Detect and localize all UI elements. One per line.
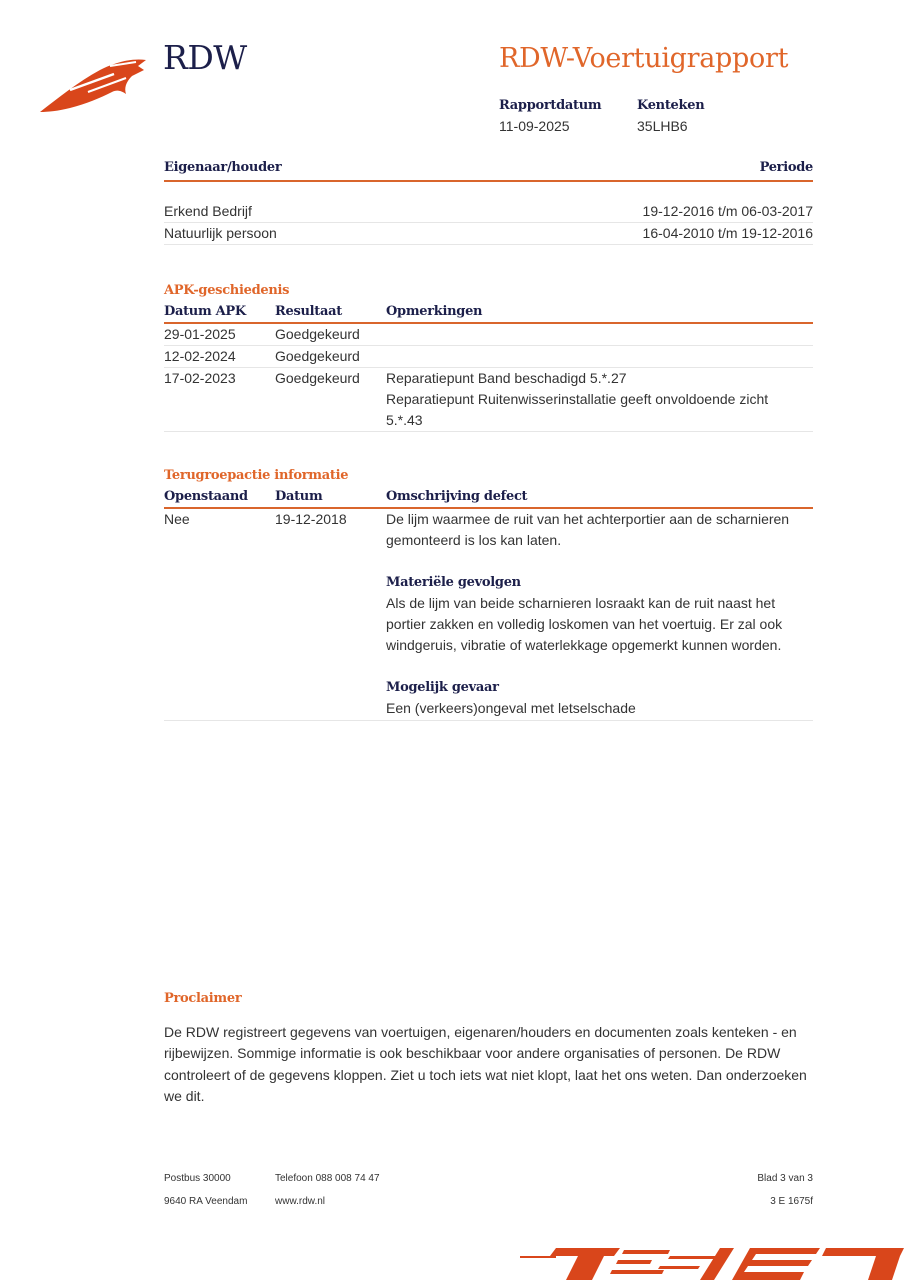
rdw-stripes-decoration-icon [520,1246,904,1280]
recall-section-title: Terugroepactie informatie [164,468,349,483]
consequences-line: portier zakken en volledig loskomen van het voertuig. Er zal ook [386,616,783,632]
plate-value: 35LHB6 [637,118,688,134]
recall-section [164,467,813,721]
owner-row [164,201,813,223]
apk-result: Goedgekeurd [275,348,360,364]
recall-col-description: Omschrijving defect [386,489,528,504]
apk-col-date: Datum APK [164,304,246,319]
apk-remark-line: Reparatiepunt Band beschadigd 5.*.27 [386,370,627,386]
apk-result: Goedgekeurd [275,370,360,386]
danger-heading: Mogelijk gevaar [386,680,499,695]
footer-postbus: Postbus 30000 [164,1173,231,1184]
apk-col-remarks: Opmerkingen [386,304,483,319]
feather-logo-icon [40,56,148,114]
report-date-block [499,98,601,134]
owner-column-header: Eigenaar/houder [164,160,282,175]
plate-block [637,98,704,134]
owner-type: Erkend Bedrijf [164,203,252,219]
recall-open: Nee [164,511,190,527]
recall-table-header [164,488,813,509]
apk-section-title: APK-geschiedenis [164,283,290,298]
plate-label: Kenteken [637,98,705,113]
consequences-heading: Materiële gevolgen [386,575,521,590]
proclaimer-title: Proclaimer [164,991,242,1006]
danger-text: Een (verkeers)ongeval met letselschade [386,700,636,716]
apk-row [164,324,813,346]
report-date-value: 11-09-2025 [499,118,570,134]
brand-name: RDW [163,38,247,77]
apk-date: 29-01-2025 [164,326,236,342]
proclaimer-section [164,990,813,1107]
recall-col-date: Datum [275,489,323,504]
apk-date: 17-02-2023 [164,370,236,386]
footer-website-link[interactable]: www.rdw.nl [275,1196,326,1207]
apk-result: Goedgekeurd [275,326,360,342]
apk-remark-line: 5.*.43 [386,412,423,428]
owner-period: 16-04-2010 t/m 19-12-2016 [642,225,813,241]
description-line: gemonteerd is los kan laten. [386,532,562,548]
footer-phone: Telefoon 088 008 74 47 [275,1173,380,1184]
apk-remarks [386,368,813,431]
report-title: RDW-Voertuigrapport [499,43,789,74]
proclaimer-text: De RDW registreert gegevens van voertuigen, eigenaren/houders en documenten zoals kenteken - en rijbewijzen. Sommige informatie is ook beschikbaar voor andere organisaties of personen. De RDW controleert of de gegevens kloppen. Ziet u toch iets wat niet klopt, laat het ons weten. Dan onderzoeken we dit. [164,1024,807,1104]
owners-header [164,160,813,182]
owner-period: 19-12-2016 t/m 06-03-2017 [642,203,813,219]
recall-col-open: Openstaand [164,489,248,504]
footer-page-number: Blad 3 van 3 [757,1173,813,1184]
footer-row [164,1172,813,1195]
footer-doc-code: 3 E 1675f [770,1196,813,1207]
apk-remarks [386,346,813,367]
description-line: De lijm waarmee de ruit van het achterportier aan de scharnieren [386,511,790,527]
page-footer [164,1172,813,1218]
apk-row [164,368,813,432]
apk-remark-line: Reparatiepunt Ruitenwisserinstallatie geeft onvoldoende zicht [386,391,769,407]
apk-table-header [164,303,813,324]
recall-date: 19-12-2018 [275,511,347,527]
apk-date: 12-02-2024 [164,348,236,364]
period-column-header: Periode [759,160,813,175]
consequences-line: Als de lijm van beide scharnieren losraakt kan de ruit naast het [386,595,776,611]
apk-remarks [386,324,813,345]
apk-row [164,346,813,368]
owner-type: Natuurlijk persoon [164,225,277,241]
recall-row [164,509,813,721]
owners-list [164,201,813,245]
owner-row [164,223,813,245]
report-date-label: Rapportdatum [499,98,602,113]
apk-history-section [164,282,813,432]
footer-row [164,1195,813,1218]
footer-city: 9640 RA Veendam [164,1196,248,1207]
recall-description [386,509,813,719]
consequences-line: windgeruis, vibratie of waterlekkage opgemerkt kunnen worden. [386,637,782,653]
apk-col-result: Resultaat [275,304,342,319]
